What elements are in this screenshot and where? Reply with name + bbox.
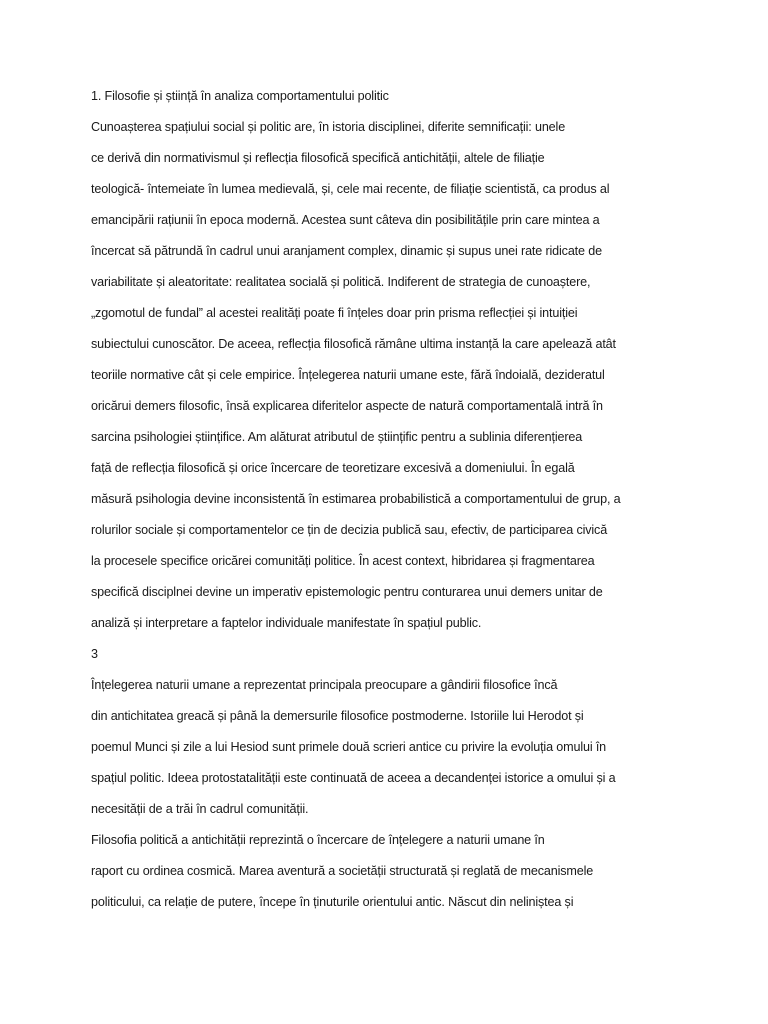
text-line: sarcina psihologiei științifice. Am alăturat atributul de științific pentru a sublinia diferențierea bbox=[91, 430, 583, 444]
text-line: încercat să pătrundă în cadrul unui aranjament complex, dinamic și supus unei rate ridicate de bbox=[91, 244, 602, 258]
text-line: „zgomotul de fundal” al acestei realități poate fi înțeles doar prin prisma reflecției și intuiției bbox=[91, 306, 578, 320]
text-line: raport cu ordinea cosmică. Marea aventură a societății structurată și reglată de mecanismele bbox=[91, 864, 594, 878]
text-line: din antichitatea greacă și până la demersurile filosofice postmoderne. Istoriile lui Herodot și bbox=[91, 709, 584, 723]
text-line: spațiul politic. Ideea protostatalității este continuată de aceea a decandenței istorice a omului și a bbox=[91, 771, 616, 785]
page-number: 3 bbox=[91, 647, 98, 661]
text-line: la procesele specifice oricărei comunități politice. În acest context, hibridarea și fragmentarea bbox=[91, 554, 595, 568]
text-line: necesității de a trăi în cadrul comunității. bbox=[91, 802, 309, 816]
text-line: subiectului cunoscător. De aceea, reflecția filosofică rămâne ultima instanță la care apelează atât bbox=[91, 337, 616, 351]
text-line: specifică disciplnei devine un imperativ epistemologic pentru conturarea unui demers unitar de bbox=[91, 585, 603, 599]
text-line: teologică- întemeiate în lumea medievală, și, cele mai recente, de filiație scientistă, ca produs al bbox=[91, 182, 610, 196]
text-line: politicului, ca relație de putere, începe în ținuturile orientului antic. Născut din neliniștea și bbox=[91, 895, 574, 909]
text-line: rolurilor sociale și comportamentelor ce țin de decizia publică sau, efectiv, de participarea civică bbox=[91, 523, 608, 537]
text-line: Cunoașterea spațiului social și politic are, în istoria disciplinei, diferite semnificații: unele bbox=[91, 120, 566, 134]
section-heading: 1. Filosofie și știință în analiza comportamentului politic bbox=[91, 89, 389, 103]
text-line: față de reflecția filosofică și orice încercare de teoretizare excesivă a domeniului. În egală bbox=[91, 461, 575, 475]
text-line: analiză și interpretare a faptelor individuale manifestate în spațiul public. bbox=[91, 616, 482, 630]
text-line: măsură psihologia devine inconsistentă în estimarea probabilistică a comportamentului de grup, a bbox=[91, 492, 621, 506]
text-line: teoriile normative cât și cele empirice. Înțelegerea naturii umane este, fără îndoială, dezideratul bbox=[91, 368, 605, 382]
text-line: oricărui demers filosofic, însă explicarea diferitelor aspecte de natură comportamentală intră în bbox=[91, 399, 603, 413]
text-line: emancipării rațiunii în epoca modernă. Acestea sunt câteva din posibilitățile prin care mintea a bbox=[91, 213, 600, 227]
text-line: Înțelegerea naturii umane a reprezentat principala preocupare a gândirii filosofice încă bbox=[91, 678, 558, 692]
text-line: variabilitate și aleatoritate: realitatea socială și politică. Indiferent de strategia de cunoaștere, bbox=[91, 275, 591, 289]
text-line: poemul Munci și zile a lui Hesiod sunt primele două scrieri antice cu privire la evoluția omului în bbox=[91, 740, 607, 754]
text-line: Filosofia politică a antichității reprezintă o încercare de înțelegere a naturii umane în bbox=[91, 833, 545, 847]
text-line: ce derivă din normativismul și reflecția filosofică specifică antichității, altele de filiație bbox=[91, 151, 545, 165]
